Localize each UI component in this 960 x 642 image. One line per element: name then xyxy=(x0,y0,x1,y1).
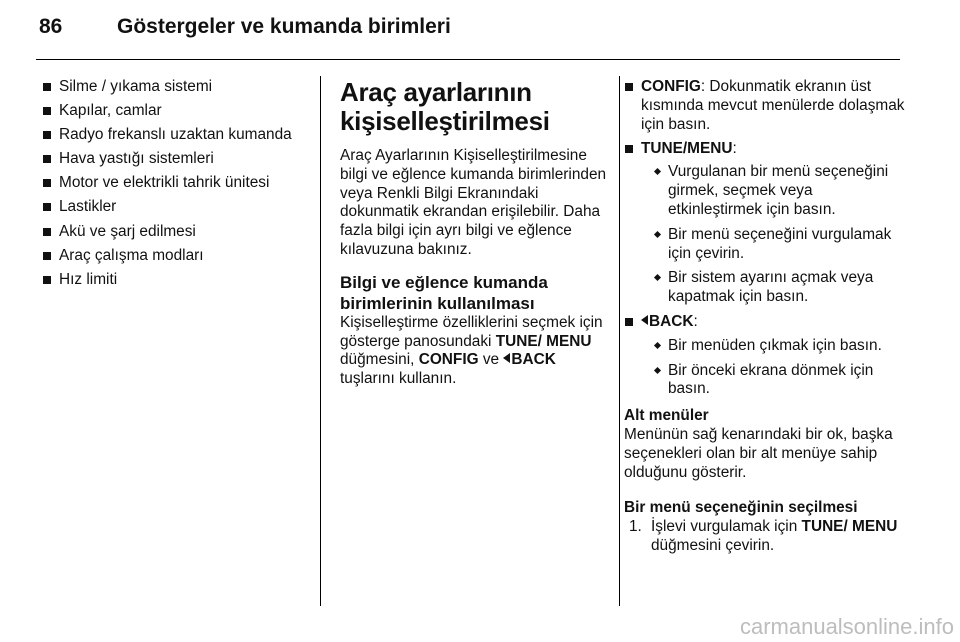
bullet-square-icon xyxy=(43,228,51,236)
column-1 xyxy=(42,78,307,295)
watermark: carmanualsonline.info xyxy=(739,614,954,639)
controls-list xyxy=(624,78,909,399)
bullet-diamond-icon xyxy=(654,168,661,175)
list-item xyxy=(42,126,307,145)
section-heading: Araç ayarlarının kişiselleştirilmesi xyxy=(340,77,550,136)
tune-menu-label: TUNE/MENU xyxy=(641,139,733,157)
submenu-heading: Alt menüler xyxy=(624,407,709,425)
config-label: CONFIG xyxy=(641,78,701,95)
bullet-square-icon xyxy=(625,83,633,91)
list-item-text: Motor ve elektrikli tahrik ünitesi xyxy=(59,174,270,192)
sub-item-text: Vurgulanan bir menü seçeneğini girmek, seçmek veya etkinleştirmek için basın. xyxy=(668,163,889,219)
back-arrow-icon xyxy=(503,353,510,363)
sub-item-text: Bir önceki ekrana dönmek için basın. xyxy=(668,361,874,398)
list-item-text: Araç çalışma modları xyxy=(59,246,204,264)
intro-paragraph: Araç Ayarlarının Kişiselleştirilmesine bilgi ve eğlence kumanda birimlerinden veya Renkli Bilgi Ekranındaki dokunmatik ekrandan erişilebilir. Daha fazla bilgi için ayrı bilgi ve eğlence kılavuzuna bakınız. xyxy=(340,147,607,258)
column-3 xyxy=(624,78,909,556)
bullet-diamond-icon xyxy=(654,342,661,349)
page-title: Göstergeler ve kumanda birimleri xyxy=(117,15,451,38)
submenu-paragraph: Menünün sağ kenarındaki bir ok, başka seçenekleri olan bir alt menüye sahip olduğunu gösterir. xyxy=(624,426,893,481)
back-label: BACK xyxy=(649,313,694,331)
bullet-square-icon xyxy=(625,318,633,326)
bullet-square-icon xyxy=(43,276,51,284)
list-item xyxy=(624,140,909,307)
bullet-square-icon xyxy=(43,203,51,211)
text-span: : xyxy=(693,313,698,331)
bullet-square-icon xyxy=(43,155,51,163)
text-span: düğmesini, xyxy=(340,351,419,369)
sub-list-item xyxy=(641,269,909,307)
column-divider-1 xyxy=(320,76,321,606)
text-span: tuşlarını kullanın. xyxy=(340,370,457,388)
sub-item-text: Bir sistem ayarını açmak veya kapatmak için basın. xyxy=(668,269,874,306)
sub-list-item xyxy=(641,337,909,356)
usage-paragraph xyxy=(340,314,610,389)
text-span: ve xyxy=(478,351,504,369)
subsection-heading: Bilgi ve eğlence kumanda birimlerinin kullanılması xyxy=(340,272,548,313)
list-item xyxy=(42,150,307,169)
bullet-square-icon xyxy=(43,179,51,187)
back-arrow-icon xyxy=(641,315,648,325)
select-heading: Bir menü seçeneğinin seçilmesi xyxy=(624,499,858,517)
bullet-square-icon xyxy=(43,107,51,115)
step-text: düğmesini çevirin. xyxy=(651,537,775,555)
sub-list-item xyxy=(641,163,909,219)
list-item-text: Akü ve şarj edilmesi xyxy=(59,222,196,240)
sub-list-item xyxy=(641,226,909,264)
sub-item-text: Bir menüden çıkmak için basın. xyxy=(668,336,882,354)
text-span: : xyxy=(732,139,737,157)
list-item xyxy=(42,223,307,242)
config-label: CONFIG xyxy=(418,351,479,369)
tune-menu-label: TUNE/ MENU xyxy=(495,332,592,350)
sub-list xyxy=(641,163,909,307)
list-item-text: Radyo frekanslı uzaktan kumanda xyxy=(59,126,292,144)
bullet-diamond-icon xyxy=(654,274,661,281)
text-span: Kişiselleştirme özelliklerini seçmek için gösterge panosundaki xyxy=(340,313,603,350)
page-number: 86 xyxy=(39,15,63,38)
list-item-text: Hava yastığı sistemleri xyxy=(59,150,214,168)
bullet-square-icon xyxy=(625,145,633,153)
column-divider-2 xyxy=(619,76,620,606)
bullet-square-icon xyxy=(43,83,51,91)
list-item xyxy=(42,174,307,193)
header-divider xyxy=(36,59,900,60)
list-item-text: Silme / yıkama sistemi xyxy=(59,78,213,95)
back-label: BACK xyxy=(511,351,556,369)
list-item xyxy=(42,247,307,266)
sub-list xyxy=(641,337,909,399)
steps-list xyxy=(624,518,909,556)
list-item xyxy=(624,78,909,134)
step-text: İşlevi vurgulamak için xyxy=(651,518,802,536)
bullet-diamond-icon xyxy=(654,367,661,374)
bullet-square-icon xyxy=(43,252,51,260)
sub-item-text: Bir menü seçeneğini vurgulamak için çevirin. xyxy=(668,225,892,262)
tune-menu-label: TUNE/ MENU xyxy=(801,518,898,536)
list-item xyxy=(42,102,307,121)
list-item-text: : Dokunmatik ekranın üst kısmında mevcut menülerde dolaşmak için basın. xyxy=(641,78,905,133)
list-item xyxy=(42,271,307,290)
list-item xyxy=(624,313,909,399)
step-number: 1. xyxy=(629,518,642,536)
topic-list xyxy=(42,78,307,290)
bullet-diamond-icon xyxy=(654,231,661,238)
step-item xyxy=(629,518,909,556)
list-item-text: Kapılar, camlar xyxy=(59,102,162,120)
list-item xyxy=(42,198,307,217)
bullet-square-icon xyxy=(43,131,51,139)
list-item xyxy=(42,78,307,97)
page-header xyxy=(0,0,960,64)
sub-list-item xyxy=(641,362,909,400)
column-2 xyxy=(340,78,610,389)
list-item-text: Hız limiti xyxy=(59,270,118,288)
list-item-text: Lastikler xyxy=(59,198,117,216)
